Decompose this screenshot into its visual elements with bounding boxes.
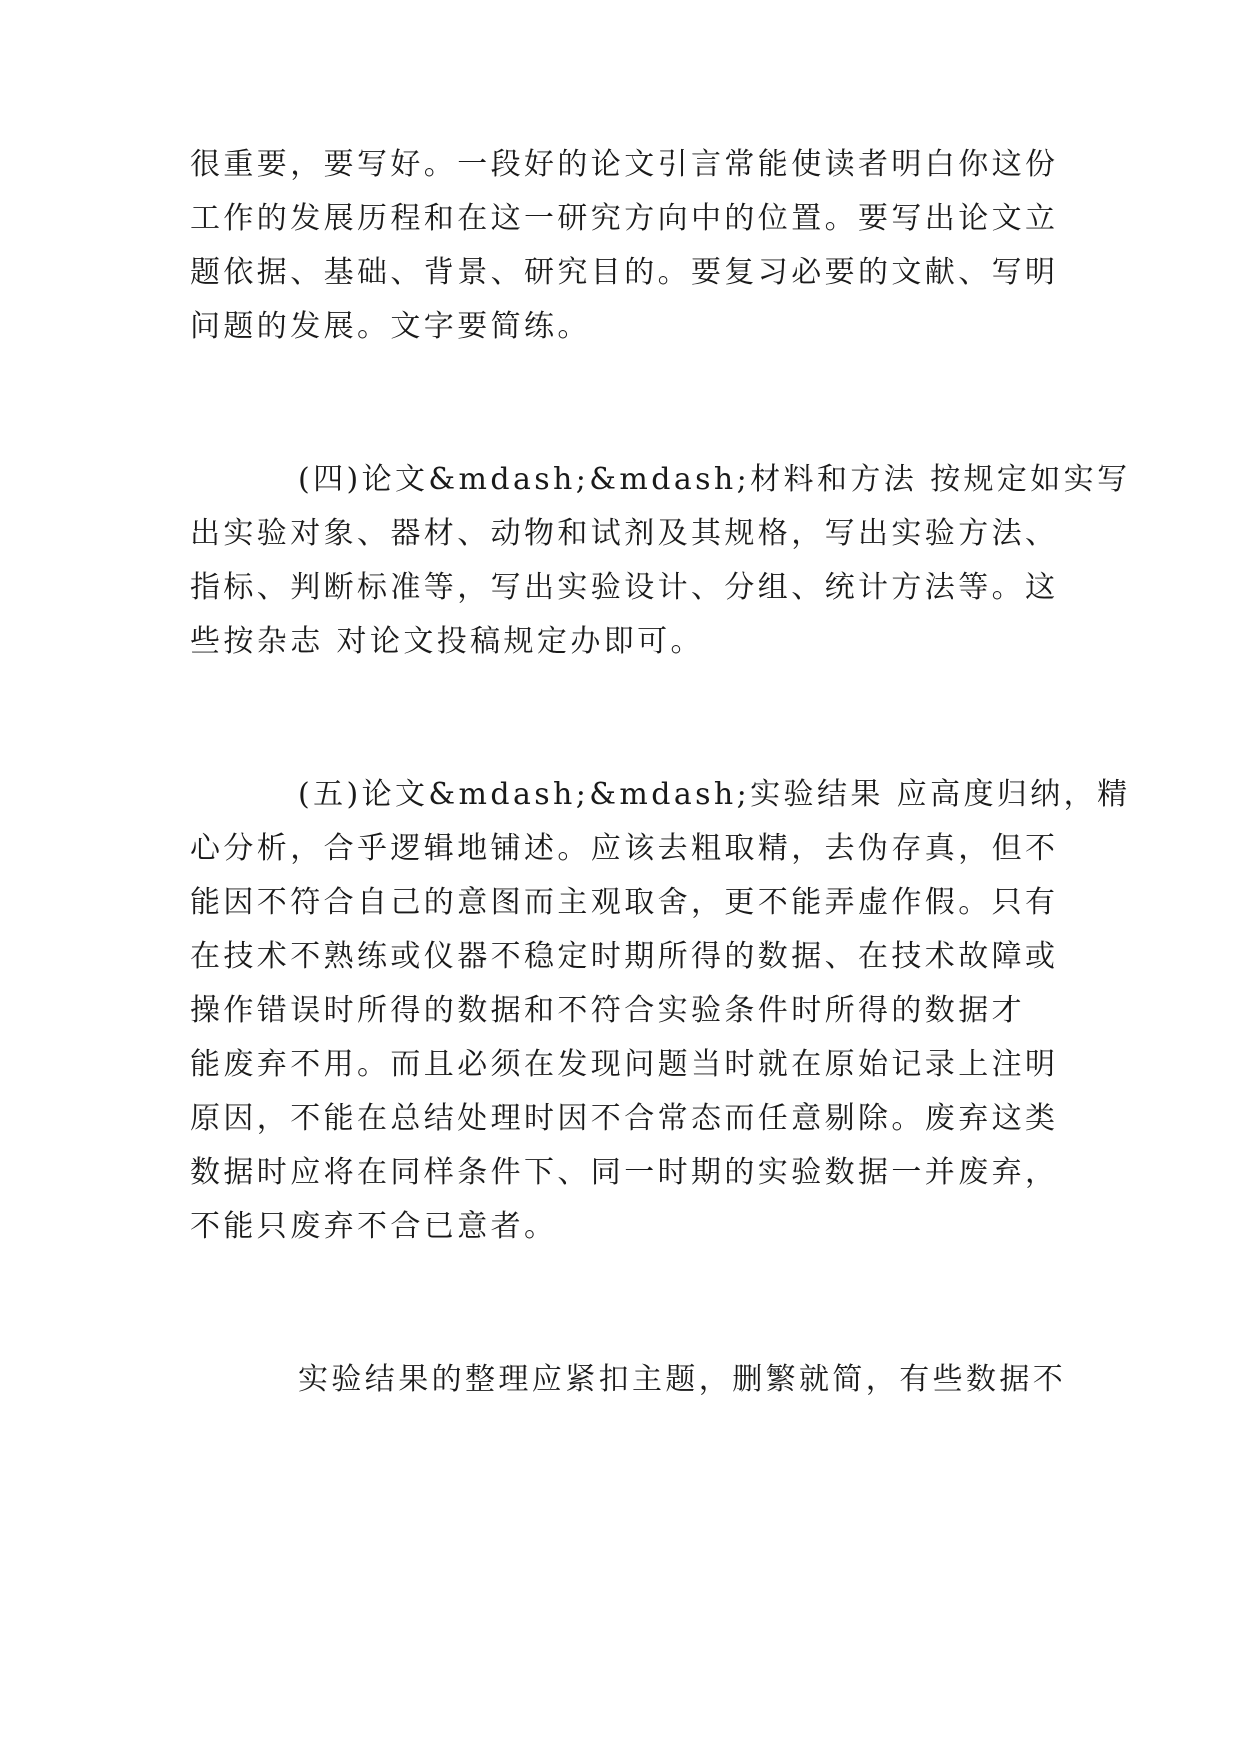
text-line: 出实验对象、器材、动物和试剂及其规格，写出实验方法、: [190, 516, 1059, 551]
text-line: 些按杂志 对论文投稿规定办即可。: [190, 624, 704, 659]
text-line: 能废弃不用。而且必须在发现问题当时就在原始记录上注明: [190, 1047, 1059, 1082]
text-line: 指标、判断标准等，写出实验设计、分组、统计方法等。这: [190, 570, 1059, 605]
text-line: 不能只废弃不合已意者。: [190, 1209, 558, 1244]
text-line: 数据时应将在同样条件下、同一时期的实验数据一并废弃，: [190, 1155, 1059, 1190]
text-line: 题依据、基础、背景、研究目的。要复习必要的文献、写明: [190, 255, 1059, 290]
section-heading-line: (五)论文&mdash;&mdash;实验结果 应高度归纳，精: [298, 777, 1131, 812]
text-line: 工作的发展历程和在这一研究方向中的位置。要写出论文立: [190, 201, 1059, 236]
text-line: 心分析，合乎逻辑地铺述。应该去粗取精，去伪存真，但不: [190, 831, 1059, 866]
section-heading-line: (四)论文&mdash;&mdash;材料和方法 按规定如实写: [298, 462, 1131, 497]
text-line: 操作错误时所得的数据和不符合实验条件时所得的数据才: [190, 993, 1025, 1028]
text-line: 原因，不能在总结处理时因不合常态而任意剔除。废弃这类: [190, 1101, 1059, 1136]
text-line: 能因不符合自己的意图而主观取舍，更不能弄虚作假。只有: [190, 885, 1059, 920]
text-line: 在技术不熟练或仪器不稳定时期所得的数据、在技术故障或: [190, 939, 1059, 974]
text-line: 问题的发展。文字要简练。: [190, 309, 591, 344]
text-line: 很重要，要写好。一段好的论文引言常能使读者明白你这份: [190, 147, 1059, 182]
text-line: 实验结果的整理应紧扣主题，删繁就简，有些数据不: [298, 1362, 1067, 1397]
